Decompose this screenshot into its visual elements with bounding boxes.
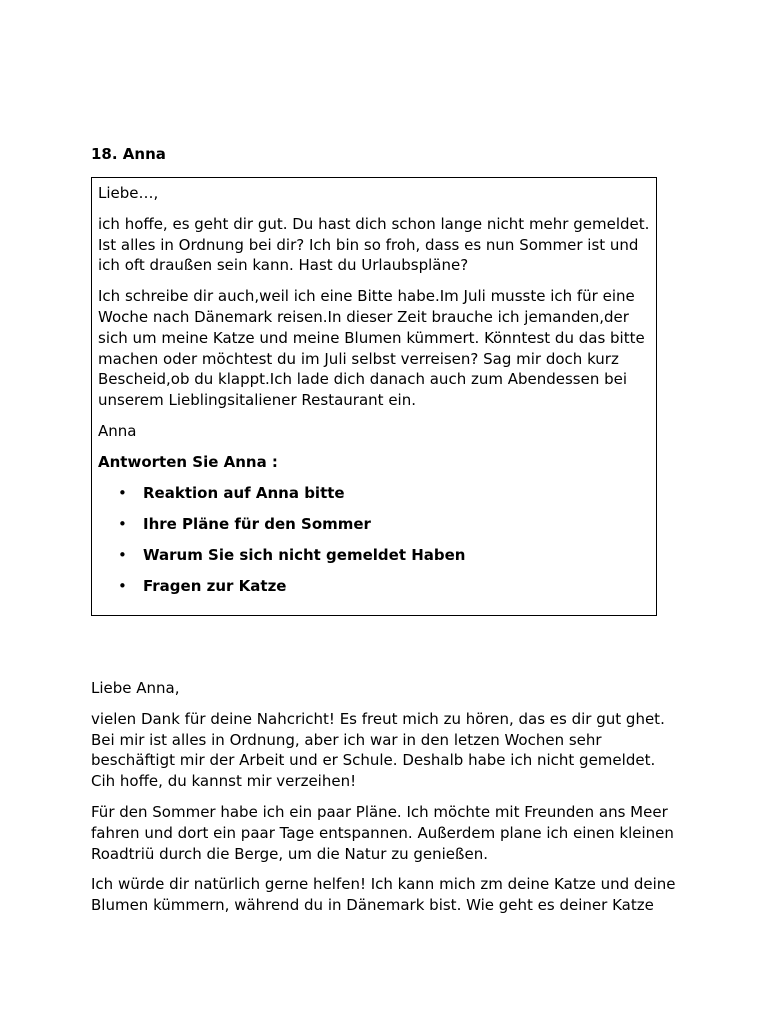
bullet-icon: • [118,514,127,533]
task-heading: Antworten Sie Anna : [98,452,278,471]
reply-paragraph-1: vielen Dank für deine Nahcricht! Es freut mich zu hören, das es dir gut ghet. Bei mir ist alles in Ordnung, aber ich war in den letzen Wochen sehr beschäftigt mir der Arbeit und er Schule. Deshalb habe ich nicht gemeldet. Cih hoffe, du kannst mir verzeihen! [91,709,665,791]
task-point [98,483,650,504]
reply-paragraph-3: Ich würde dir natürlich gerne helfen! Ich kann mich zm deine Katze und deine Blumen kümmern, während du in Dänemark bist. Wie geht es deiner Katze [91,875,676,915]
task-point-text: Fragen zur Katze [143,576,287,595]
task-point-text: Ihre Pläne für den Sommer [143,514,371,533]
letter-paragraph-1: ich hoffe, es geht dir gut. Du hast dich schon lange nicht mehr gemeldet. Ist alles in Ordnung bei dir? Ich bin so froh, dass es nun Sommer ist und ich oft draußen sein kann. Hast du Urlaubspläne? [98,214,650,275]
reply-letter [91,678,681,926]
task-point [98,514,650,535]
task-point-text: Reaktion auf Anna bitte [143,483,345,502]
task-point [98,545,650,566]
bullet-icon: • [118,545,127,564]
letter-box [91,177,657,616]
letter-paragraph-2: Ich schreibe dir auch,weil ich eine Bitte habe.Im Juli musste ich für eine Woche nach Dänemark reisen.In dieser Zeit brauche ich jemanden,der sich um meine Katze und meine Blumen kümmert. Könntest du das bitte machen oder möchtest du im Juli selbst verreisen? Sag mir doch kurz Bescheid,ob du klappt.Ich lade dich danach auch zum Abendessen bei unserem Lieblingsitaliener Restaurant ein. [98,287,645,410]
task-point-text: Warum Sie sich nicht gemeldet Haben [143,545,466,564]
letter-salutation: Liebe…, [98,184,159,202]
bullet-icon: • [118,576,127,595]
reply-salutation: Liebe Anna, [91,679,180,697]
task-point [98,576,650,597]
page-title: 18. Anna [91,145,166,163]
task-list [98,483,650,597]
reply-paragraph-2: Für den Sommer habe ich ein paar Pläne. Ich möchte mit Freunden ans Meer fahren und dort ein paar Tage entspannen. Außerdem plane ich einen kleinen Roadtriü durch die Berge, um die Natur zu genießen. [91,802,674,863]
letter-signature: Anna [98,421,137,440]
bullet-icon: • [118,483,127,502]
